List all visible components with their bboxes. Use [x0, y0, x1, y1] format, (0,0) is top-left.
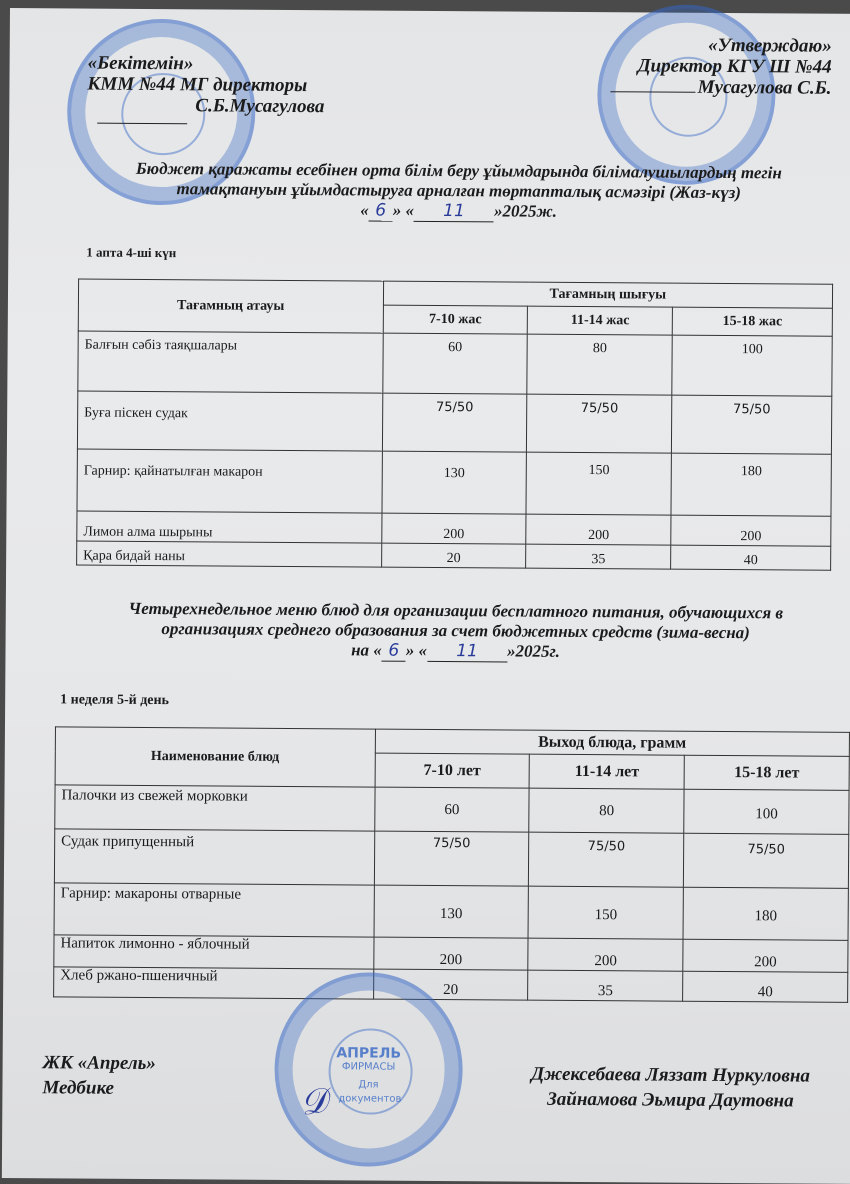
portion-value: 200	[381, 513, 526, 544]
company-seal-stamp	[274, 972, 463, 1167]
role-label: Медбике	[42, 1077, 115, 1099]
kz-menu-title: Бюджет қаражаты есебінен орта білім беру ұйымдарында білімалушылардың тегін тамақтануын ұйымдастыруға арналған төртапталық асмәзірі (Жаз-күз) « 6 » « 11 »2025ж.	[69, 158, 849, 224]
kz-day-label: 1 апта 4-ші күн	[86, 244, 177, 261]
column-header-age-15-18: 15-18 жас	[672, 307, 832, 336]
table-row	[77, 511, 831, 546]
dish-name: Буға піскен судак	[77, 391, 382, 451]
column-header-output: Выход блюда, грамм	[375, 729, 850, 756]
portion-value: 35	[528, 970, 683, 1001]
dish-name: Судак припущенный	[54, 829, 374, 885]
table-row	[77, 541, 831, 570]
portion-value: 60	[382, 333, 527, 394]
portion-value: 40	[683, 971, 848, 1002]
approval-kz-heading: «Бекітемін»	[87, 52, 194, 75]
kz-menu-table	[76, 278, 833, 570]
column-header-age-7-10: 7-10 лет	[375, 753, 530, 788]
portion-value: 80	[527, 334, 672, 395]
column-header-age-7-10: 7-10 жас	[383, 305, 528, 334]
column-header-dish-name: Тағамның атауы	[78, 279, 383, 333]
dish-name: Палочки из свежей морковки	[55, 785, 375, 831]
column-header-dish-name: Наименование блюд	[55, 727, 375, 787]
table-row	[78, 331, 832, 396]
handwritten-signature: 𝒟	[297, 1080, 331, 1125]
dish-name: Қара бидай наны	[77, 541, 382, 567]
portion-value: 75/50	[527, 394, 672, 453]
approval-block-ru	[611, 34, 832, 99]
ru-day-label: 1 неделя 5-й день	[60, 692, 170, 709]
dish-name: Гарнир: макароны отварные	[54, 883, 374, 937]
dish-name: Лимон алма шырыны	[77, 511, 382, 543]
portion-value: 200	[526, 514, 671, 545]
column-header-age-15-18: 15-18 лет	[684, 755, 849, 790]
approval-kz-name: С.Б.Мусагулова	[195, 95, 325, 118]
dish-name: Балғын сәбіз таяқшалары	[78, 331, 383, 393]
portion-value: 200	[671, 515, 831, 546]
approval-ru-position: Директор КГУ Ш №44	[637, 55, 832, 78]
signatory-name-2: Зайнамова Эьмира Даутовна	[547, 1088, 794, 1112]
portion-value: 130	[374, 885, 529, 938]
company-name: ЖК «Апрель»	[42, 1052, 156, 1075]
portion-value: 35	[526, 544, 671, 569]
dish-name: Напиток лимонно - яблочный	[54, 935, 374, 969]
table-row	[54, 883, 848, 941]
portion-value: 40	[671, 545, 831, 570]
portion-value: 180	[671, 453, 831, 516]
portion-value: 200	[683, 939, 848, 972]
dish-name: Хлеб ржано-пшеничный	[54, 967, 374, 999]
portion-value: 20	[381, 543, 526, 568]
approval-ru-name: Мусагулова С.Б.	[611, 76, 832, 99]
signatory-name-1: Джексебаева Ляззат Нуркуловна	[531, 1063, 811, 1087]
signature-line	[611, 91, 696, 93]
stamp-text: АПРЕЛЬ ФИРМАСЫ Для документов	[336, 1045, 402, 1105]
document-page	[2, 8, 850, 1184]
portion-value: 100	[672, 335, 832, 396]
portion-value: 60	[374, 787, 529, 832]
column-header-age-11-14: 11-14 жас	[528, 306, 673, 335]
approval-ru-heading: «Утверждаю»	[708, 34, 832, 57]
footer-right	[480, 1061, 850, 1114]
portion-value: 20	[373, 969, 528, 1000]
approval-block-kz	[87, 53, 324, 118]
portion-value: 75/50	[684, 833, 849, 888]
column-header-output: Тағамның шығуы	[383, 281, 833, 308]
dish-name: Гарнир: қайнатылған макарон	[77, 449, 382, 513]
portion-value: 80	[529, 788, 684, 833]
table-row	[54, 829, 848, 889]
column-header-age-11-14: 11-14 лет	[529, 754, 684, 789]
portion-value: 200	[528, 938, 683, 971]
kz-menu-date: « 6 » « 11 »2025ж.	[360, 200, 558, 222]
ru-menu-date: на « 6 » « 11 »2025г.	[351, 640, 560, 662]
portion-value: 180	[683, 887, 848, 940]
portion-value: 200	[373, 937, 528, 970]
portion-value: 75/50	[374, 831, 529, 886]
portion-value: 150	[528, 886, 683, 939]
ru-menu-table	[53, 726, 850, 1003]
table-row	[77, 449, 831, 516]
approval-kz-position: КММ №44 МГ директоры	[87, 73, 308, 97]
portion-value: 130	[382, 451, 527, 514]
table-row	[77, 391, 831, 454]
table-row	[54, 967, 848, 1003]
portion-value: 100	[684, 789, 849, 834]
portion-value: 75/50	[382, 393, 527, 452]
portion-value: 75/50	[672, 395, 832, 454]
table-row	[55, 785, 849, 835]
portion-value: 150	[526, 452, 671, 515]
ru-menu-title: Четырехнедельное меню блюд для организации бесплатного питания, обучающихся в организациях среднего образования за счет бюджетных средств (зима-весна) на « 6 » « 11 »2025г.	[55, 598, 850, 665]
portion-value: 75/50	[529, 832, 684, 887]
footer-left	[42, 1050, 156, 1101]
